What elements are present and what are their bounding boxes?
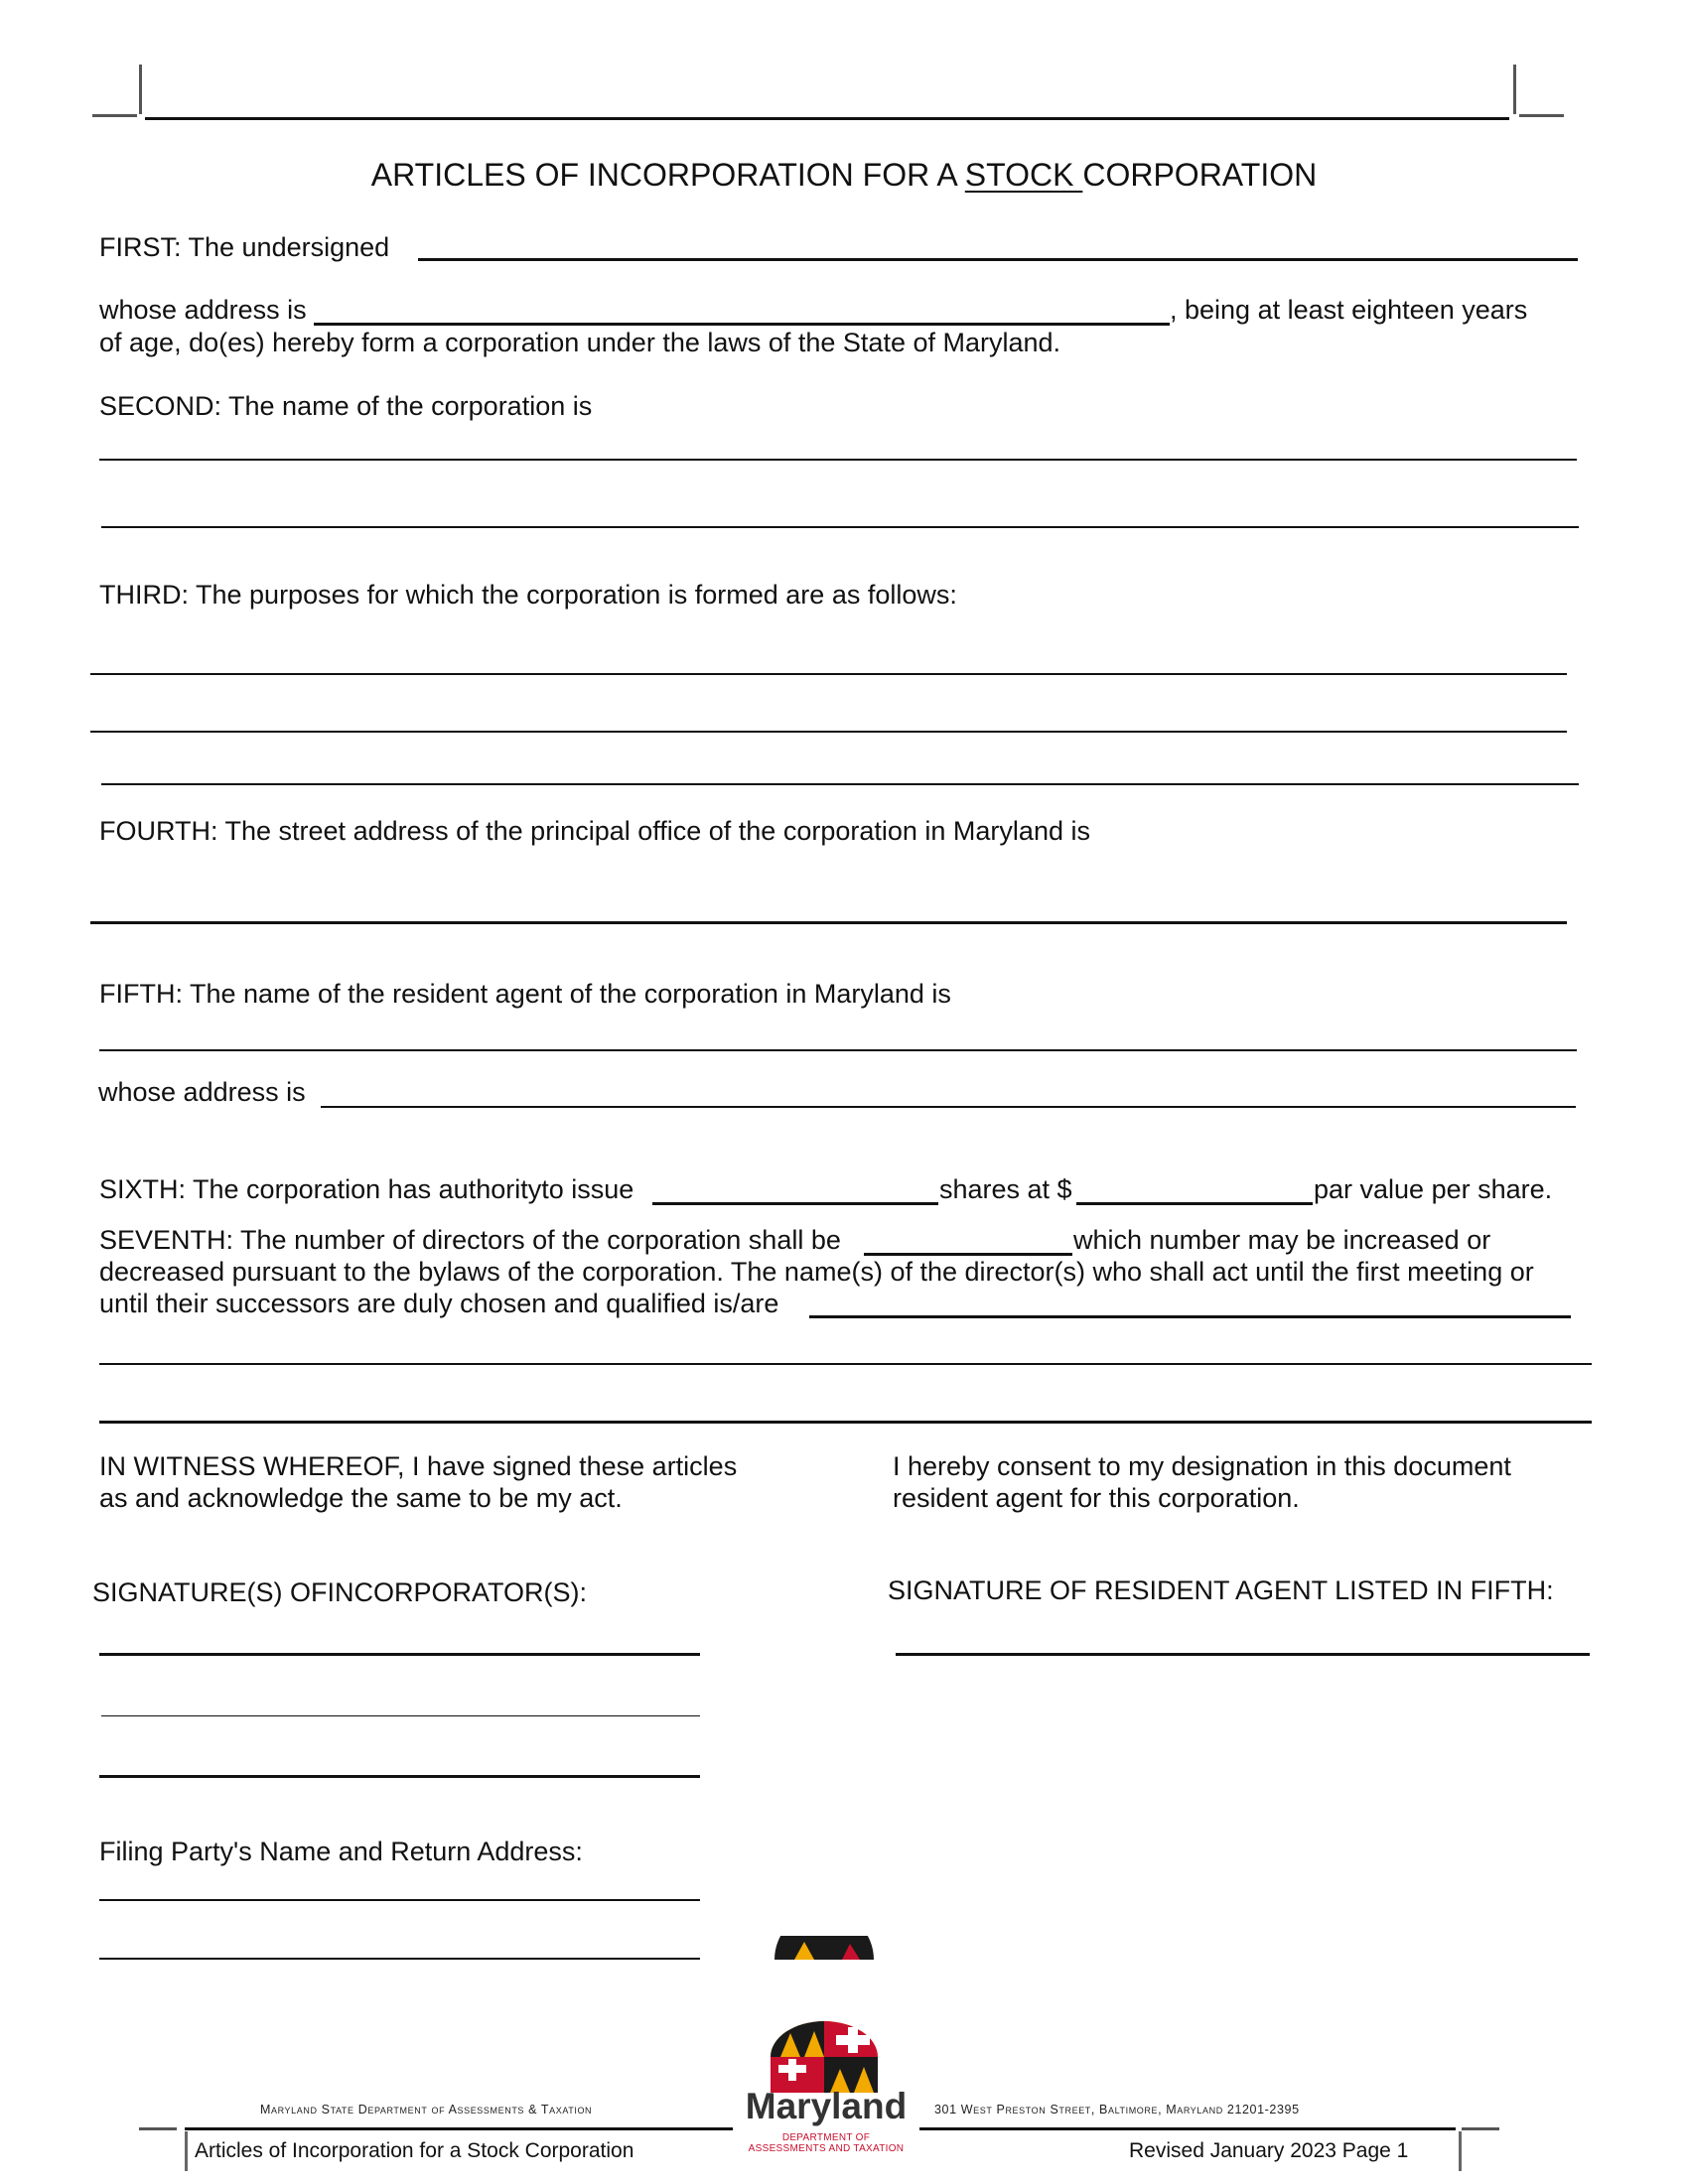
logo-subtitle-line2: ASSESSMENTS AND TAXATION: [748, 2143, 905, 2154]
crop-mark-top-left-h: [92, 114, 137, 117]
footer-crop-right: [1462, 2127, 1499, 2130]
footer-rule-right: [919, 2127, 1456, 2130]
incorporator-signature-field-2[interactable]: [101, 1715, 700, 1716]
sixth-label: SIXTH: The corporation has authorityto issue: [99, 1174, 634, 1204]
incorporator-address-field[interactable]: [314, 323, 1170, 326]
directors-names-field-3[interactable]: [99, 1421, 1592, 1424]
footer-left-text: Articles of Incorporation for a Stock Corporation: [195, 2139, 634, 2162]
footer-crop-left: [139, 2127, 177, 2130]
agent-signature-label: [888, 1574, 1554, 1607]
fourth-label: FOURTH: The street address of the principal office of the corporation in Maryland is: [99, 816, 1090, 846]
incorporator-signature-field-3[interactable]: [99, 1775, 700, 1778]
emblem-fragment: [765, 1936, 884, 1960]
seventh-line2: decreased pursuant to the bylaws of the corporation. The name(s) of the director(s) who shall act until the first meeting or: [99, 1257, 1534, 1287]
seventh-line3: until their successors are duly chosen and qualified is/are: [99, 1289, 779, 1318]
crop-mark-top-left-v: [139, 65, 142, 114]
title-prefix: ARTICLES OF INCORPORATION FOR A: [370, 157, 965, 193]
directors-names-field-2[interactable]: [99, 1363, 1592, 1365]
title-suffix: CORPORATION: [1082, 157, 1318, 193]
sixth-shares-label: shares at $: [939, 1174, 1072, 1204]
seventh-label: SEVENTH: The number of directors of the corporation shall be: [99, 1225, 841, 1255]
fifth-label: FIFTH: The name of the resident agent of the corporation in Maryland is: [99, 979, 951, 1009]
sixth-par-label: par value per share.: [1314, 1174, 1553, 1204]
seventh-label-suffix: which number may be increased or: [1073, 1225, 1491, 1255]
footer-address: 301 West Preston Street, Baltimore, Maryland 21201-2395: [934, 2103, 1300, 2116]
resident-agent-name-field[interactable]: [99, 1049, 1577, 1051]
purposes-field-2[interactable]: [90, 731, 1567, 733]
purposes-field-3[interactable]: [101, 783, 1579, 785]
resident-agent-address-field[interactable]: [321, 1106, 1576, 1108]
header-rule: [145, 117, 1509, 120]
par-value-field[interactable]: [1076, 1202, 1313, 1205]
agent-signature-label-suffix: FIFTH:: [1470, 1575, 1554, 1605]
directors-names-field-1[interactable]: [809, 1315, 1571, 1318]
filing-party-field-1[interactable]: [99, 1899, 700, 1901]
fifth-address-label: whose address is: [98, 1077, 306, 1107]
purposes-field-1[interactable]: [90, 673, 1567, 675]
first-address-suffix: , being at least eighteen years: [1170, 295, 1528, 325]
witness-line1: IN WITNESS WHEREOF, I have signed these articles: [99, 1451, 738, 1481]
shares-count-field[interactable]: [652, 1202, 938, 1205]
footer-right-text: Revised January 2023 Page 1: [1129, 2139, 1409, 2162]
first-continuation: of age, do(es) hereby form a corporation under the laws of the State of Maryland.: [99, 328, 1061, 357]
crop-mark-top-right-h: [1519, 114, 1564, 117]
footer-rule-left: [185, 2127, 733, 2130]
crop-mark-top-right-v: [1513, 65, 1516, 114]
consent-line2: resident agent for this corporation.: [893, 1483, 1300, 1513]
principal-office-field[interactable]: [90, 921, 1567, 924]
consent-line1: I hereby consent to my designation in this document: [893, 1451, 1511, 1481]
title-underlined-word: STOCK: [964, 157, 1083, 193]
agent-signature-field[interactable]: [896, 1653, 1590, 1656]
footer-department: Maryland State Department of Assessments & Taxation: [260, 2103, 593, 2116]
corporation-name-field-2[interactable]: [101, 526, 1579, 528]
maryland-flag-logo-icon: [771, 2021, 878, 2093]
first-label: FIRST: The undersigned: [99, 232, 390, 262]
logo-wordmark: Maryland: [745, 2086, 908, 2126]
logo-subtitle-line1: DEPARTMENT OF: [781, 2132, 871, 2143]
filing-party-label: Filing Party's Name and Return Address:: [99, 1837, 583, 1866]
incorporator-signature-field-1[interactable]: [99, 1653, 700, 1656]
incorporators-signature-label: SIGNATURE(S) OFINCORPORATOR(S):: [92, 1577, 588, 1607]
third-label: THIRD: The purposes for which the corporation is formed are as follows:: [99, 580, 957, 610]
witness-line2: as and acknowledge the same to be my act.: [99, 1483, 623, 1513]
first-address-label: whose address is: [99, 295, 307, 325]
filing-party-field-2[interactable]: [99, 1958, 700, 1960]
agent-signature-label-text: SIGNATURE OF RESIDENT AGENT LISTED IN: [888, 1575, 1464, 1605]
second-label: SECOND: The name of the corporation is: [99, 391, 593, 421]
page-title: [0, 156, 1688, 194]
corporation-name-field-1[interactable]: [99, 459, 1577, 461]
incorporator-name-field[interactable]: [418, 258, 1578, 261]
